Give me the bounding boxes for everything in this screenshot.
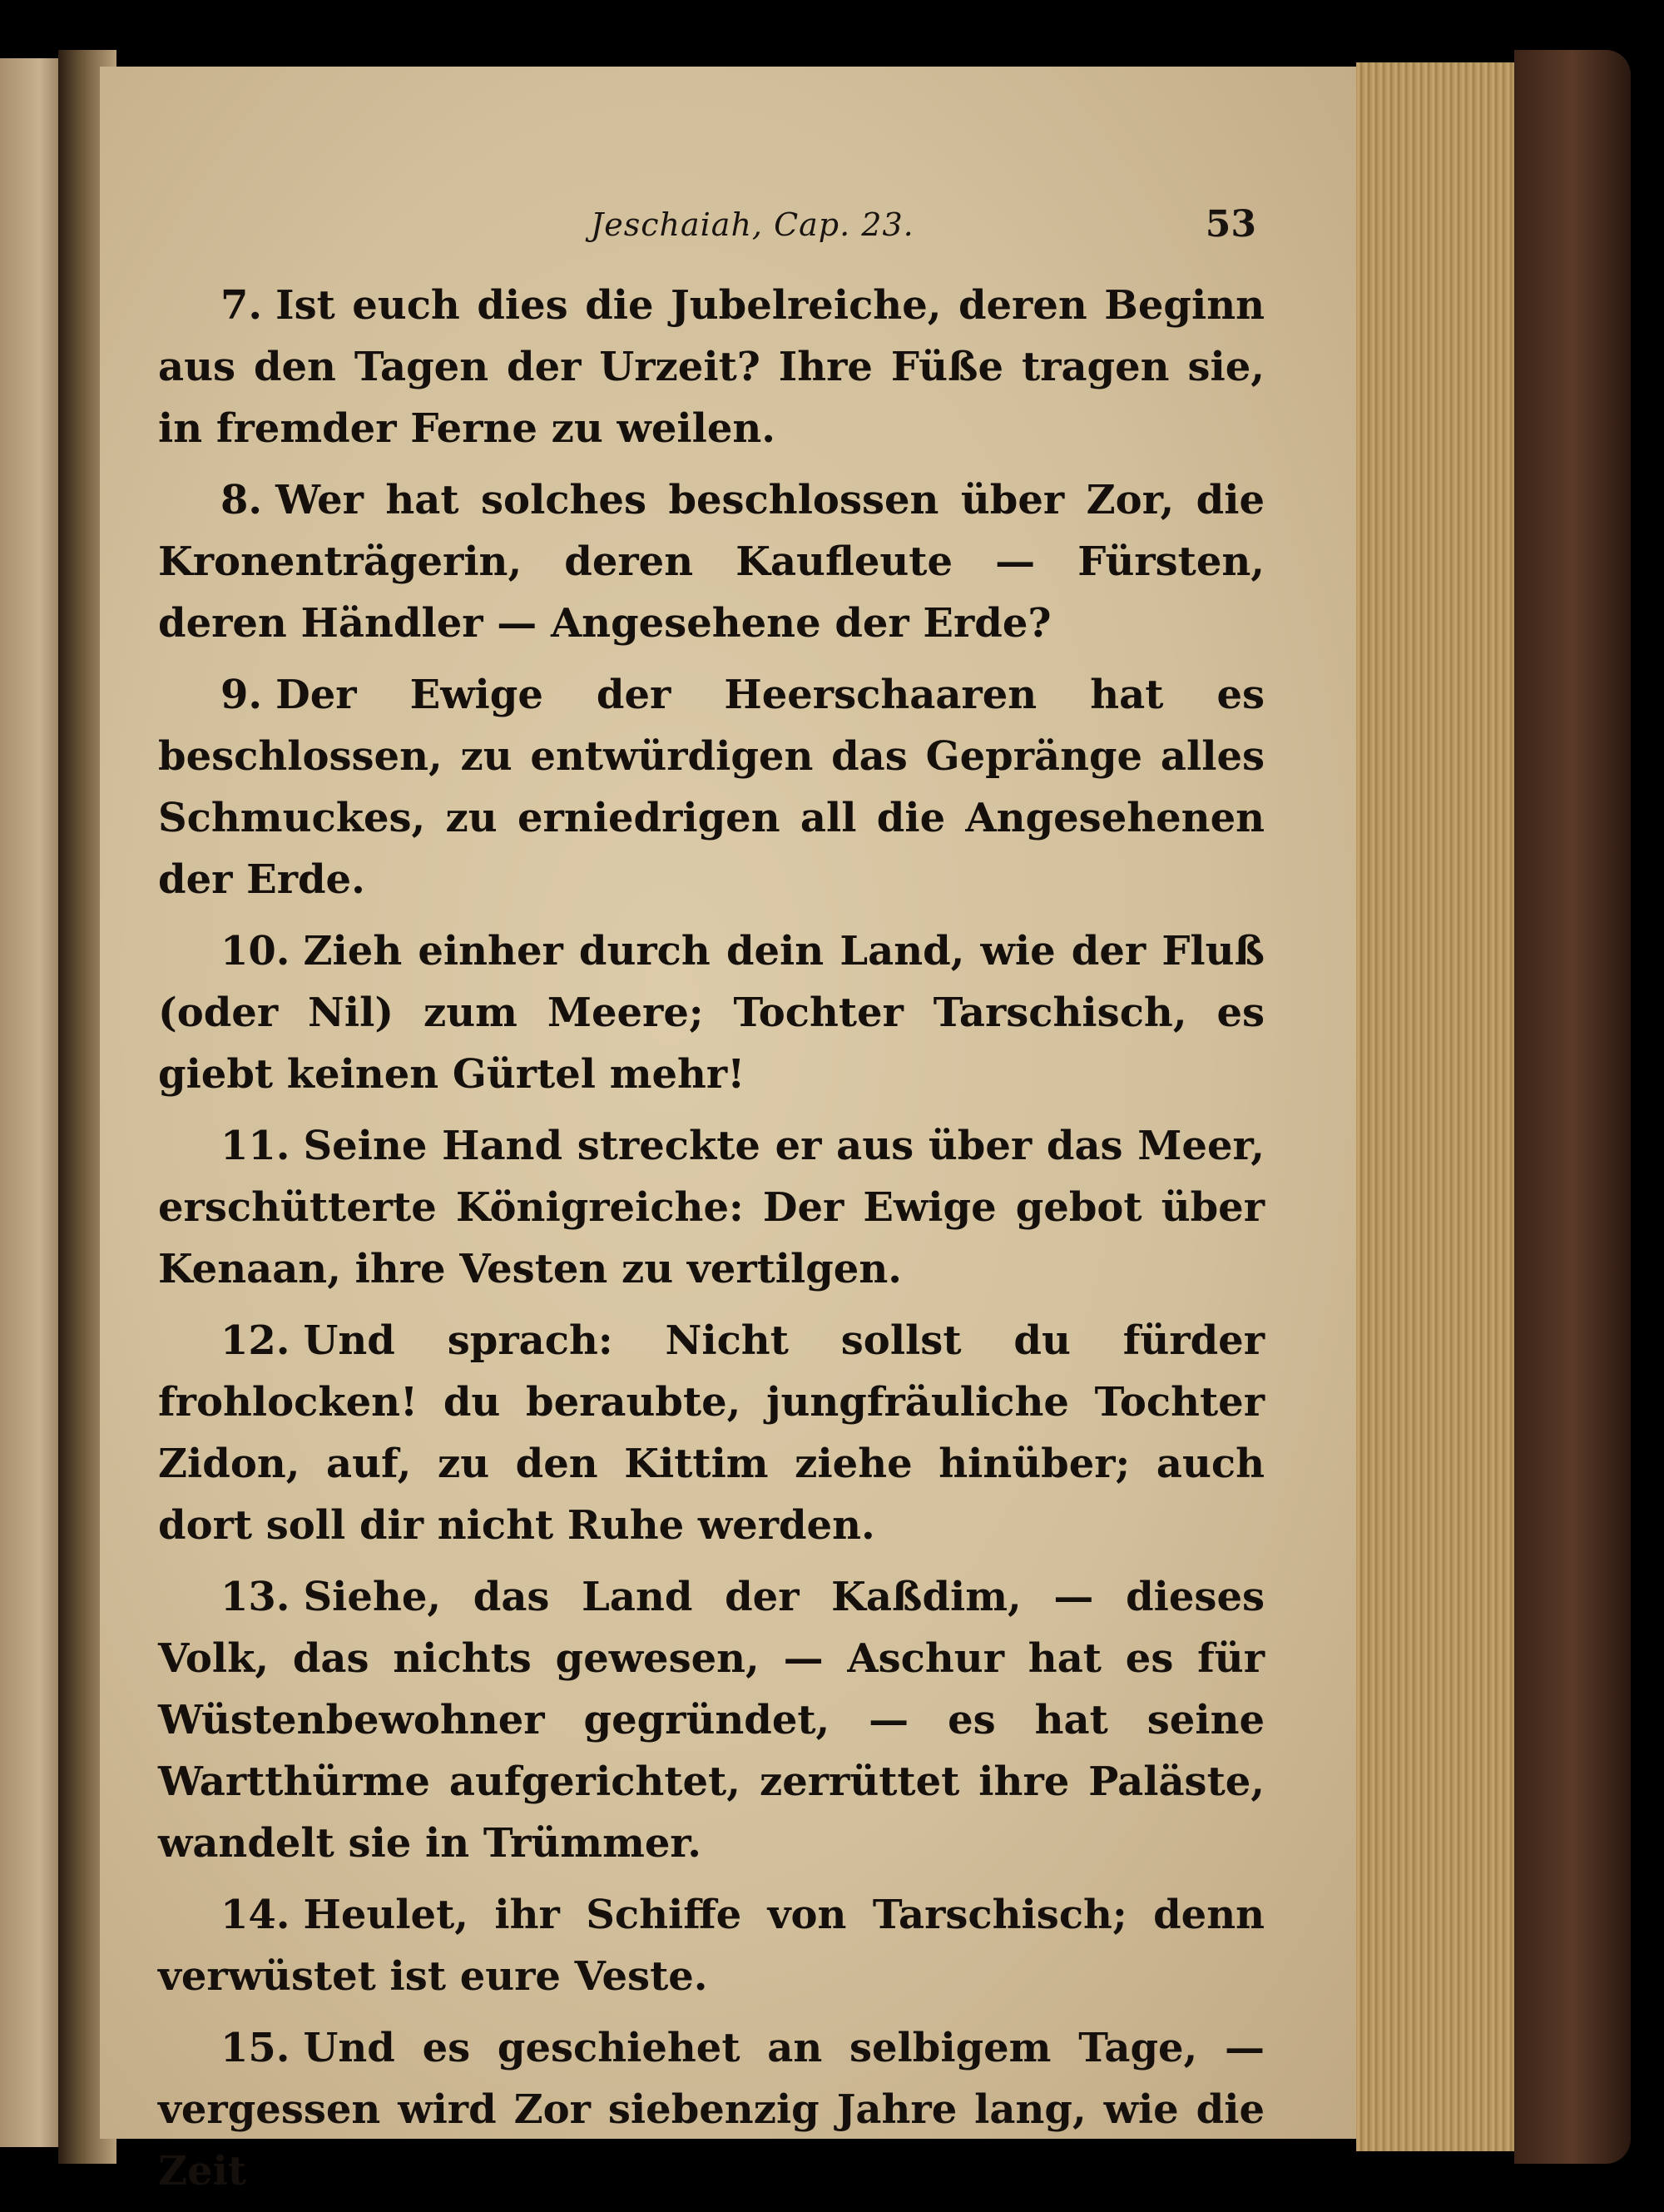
- verse-text: Der Ewige der Heerschaaren hat es beschlossen, zu entwürdigen das Gepränge alles Schmuckes, zu erniedrigen all die Angesehenen der Erde.: [158, 672, 1265, 903]
- verse-7: [158, 275, 1265, 459]
- verse-text: Wer hat solches beschlossen über Zor, die Kronenträgerin, deren Kaufleute — Fürsten, deren Händler — Angesehene der Erde?: [158, 477, 1265, 647]
- left-page-edge: [0, 58, 67, 2147]
- verse-number: 13.: [220, 1574, 290, 1620]
- page-number: 53: [1205, 203, 1256, 246]
- verse-11: [158, 1115, 1265, 1300]
- verse-text: Seine Hand streckte er aus über das Meer, erschütterte Königreiche: Der Ewige gebot über Kenaan, ihre Vesten zu vertilgen.: [158, 1123, 1265, 1292]
- verse-10: [158, 920, 1265, 1105]
- verse-text: Siehe, das Land der Kaßdim, — dieses Volk, das nichts gewesen, — Aschur hat es für Wüstenbewohner gegründet, — es hat seine Wartthürme aufgerichtet, zerrüttet ihre Paläste, wandelt sie in Trümmer.: [158, 1574, 1265, 1867]
- verse-number: 10.: [220, 928, 290, 975]
- verse-text: Und es geschiehet an selbigem Tage, — vergessen wird Zor siebenzig Jahre lang, wie die Zeit: [158, 2025, 1265, 2195]
- verse-text: Heulet, ihr Schiffe von Tarschisch; denn verwüstet ist eure Veste.: [158, 1892, 1265, 2000]
- verse-number: 12.: [220, 1317, 290, 1364]
- running-head: [166, 198, 1256, 256]
- verse-15: [158, 2017, 1265, 2202]
- verse-text: Und sprach: Nicht sollst du fürder frohlocken! du beraubte, jungfräuliche Tochter Zidon, auf, zu den Kittim ziehe hinüber; auch dort soll dir nicht Ruhe werden.: [158, 1317, 1265, 1549]
- verse-number: 7.: [220, 282, 263, 329]
- verse-8: [158, 469, 1265, 654]
- verse-12: [158, 1310, 1265, 1556]
- verse-text: Zieh einher durch dein Land, wie der Fluß (oder Nil) zum Meere; Tochter Tarschisch, es giebt keinen Gürtel mehr!: [158, 928, 1265, 1098]
- verse-14: [158, 1884, 1265, 2007]
- verse-number: 14.: [220, 1892, 290, 1938]
- verse-13: [158, 1566, 1265, 1874]
- verse-number: 11.: [220, 1123, 290, 1169]
- verse-text: Ist euch dies die Jubelreiche, deren Beginn aus den Tagen der Urzeit? Ihre Füße tragen sie, in fremder Ferne zu weilen.: [158, 282, 1265, 452]
- verse-number: 9.: [220, 672, 263, 718]
- text-block: [158, 275, 1265, 2212]
- verse-number: 8.: [220, 477, 263, 523]
- page-fore-edge: [1356, 62, 1523, 2151]
- verse-9: [158, 664, 1265, 910]
- book-cover-edge: [1514, 50, 1631, 2164]
- verse-number: 15.: [220, 2025, 290, 2071]
- chapter-title: Jeschaiah, Cap. 23.: [591, 206, 914, 243]
